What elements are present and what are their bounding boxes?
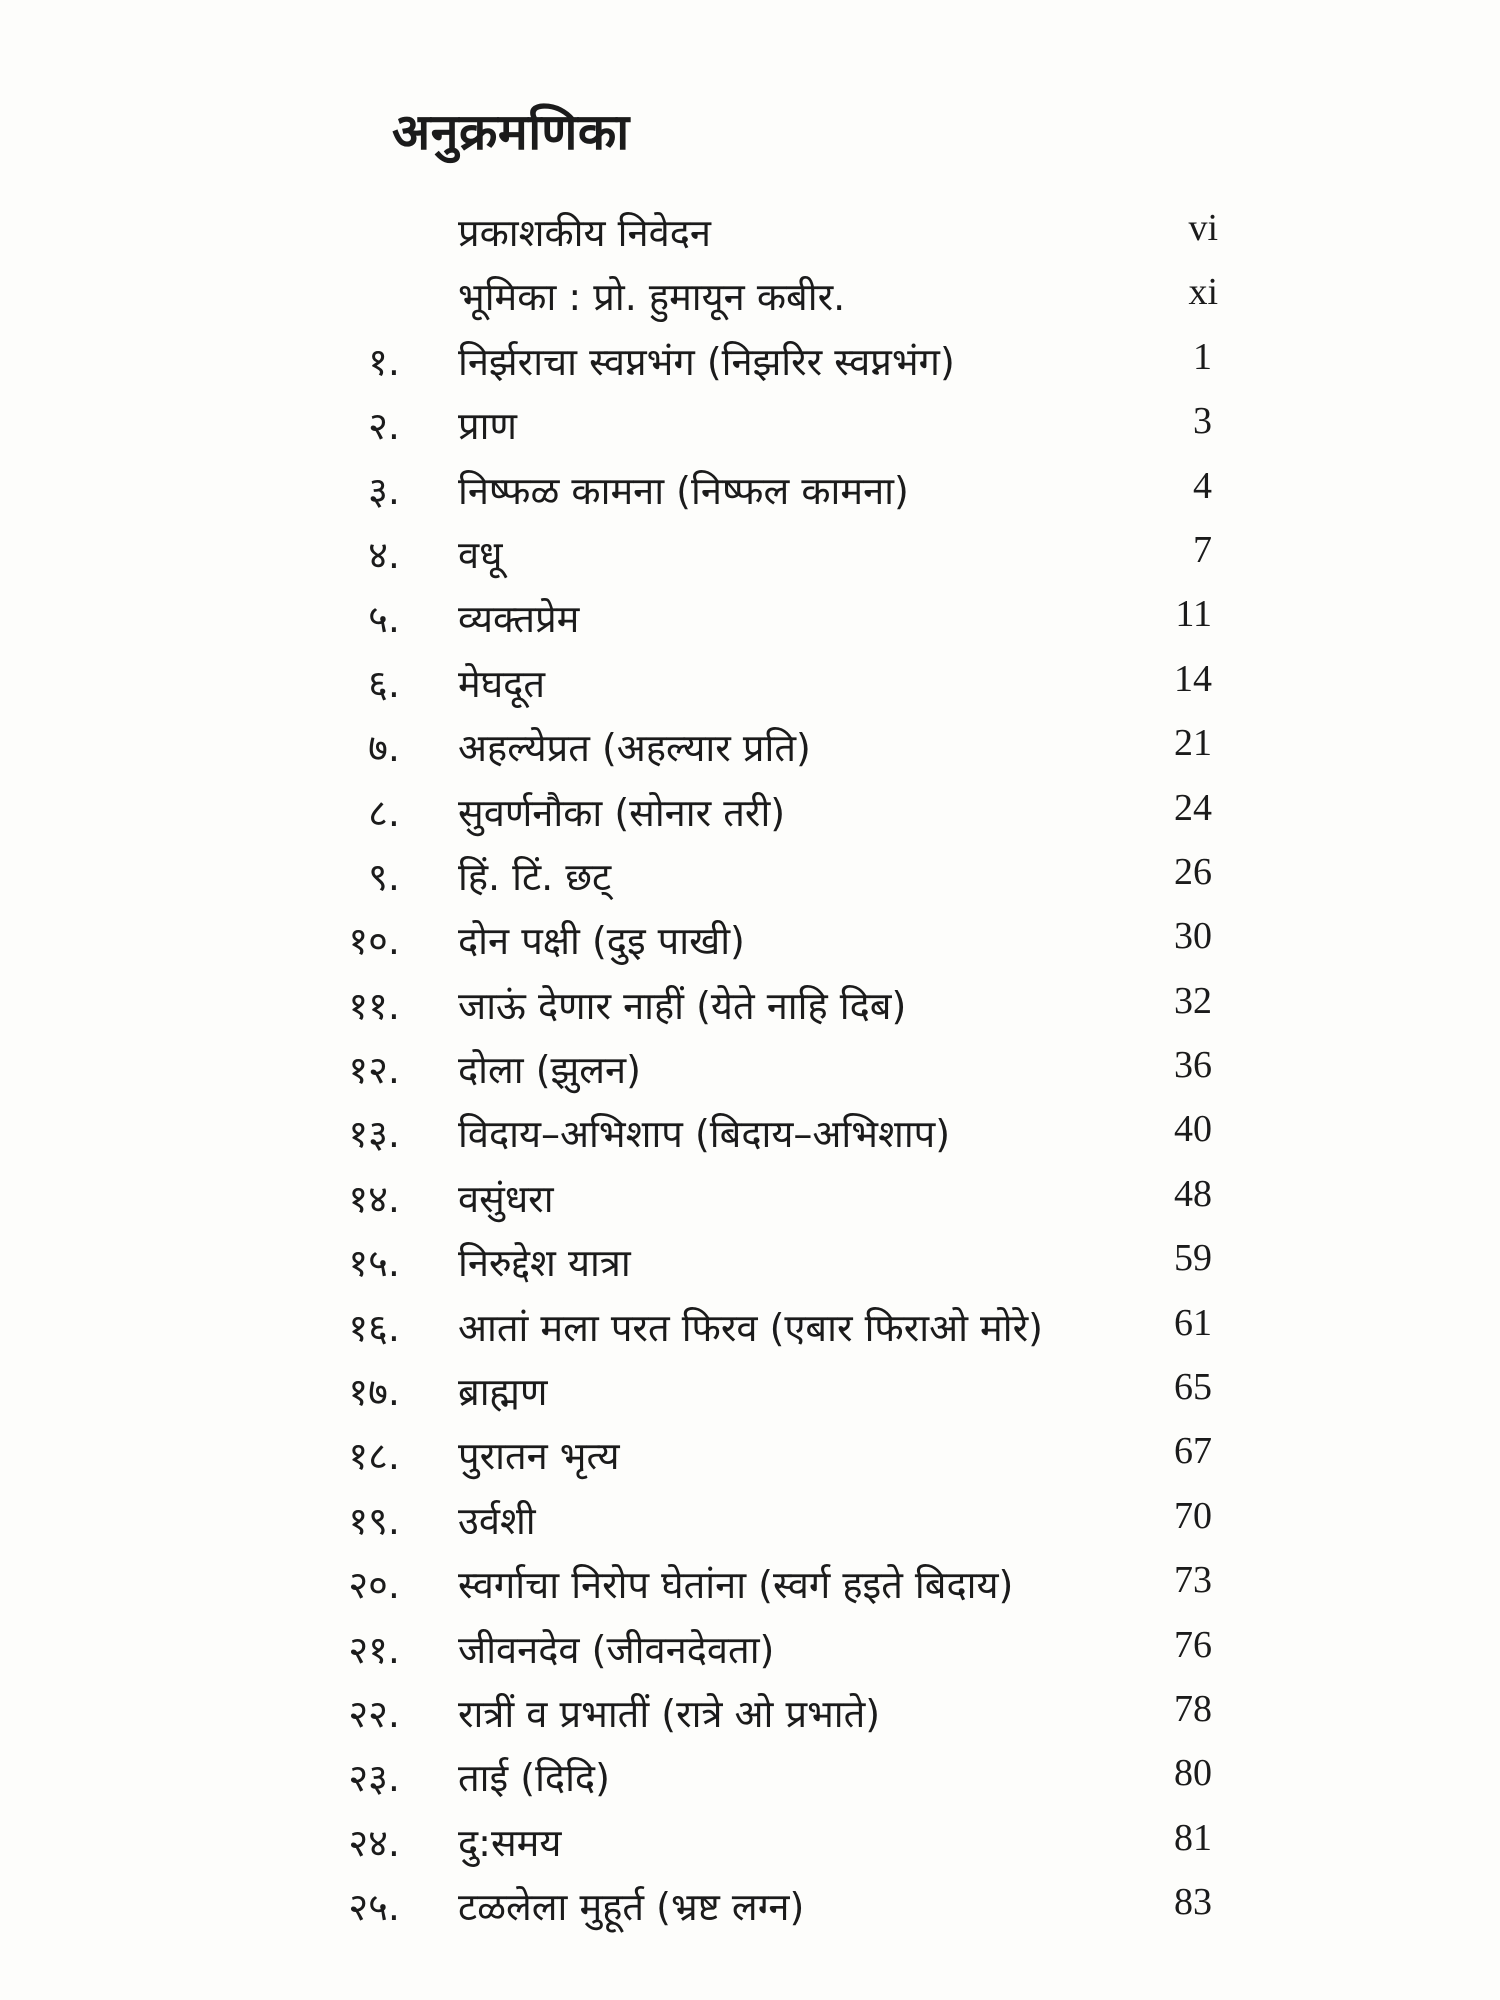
toc-page-number: 32 xyxy=(1174,979,1212,1022)
toc-title: पुरातन भृत्य xyxy=(458,1434,620,1479)
toc-title: आतां मला परत फिरव (एबार फिराओ मोरे) xyxy=(458,1305,1043,1350)
toc-title: टळलेला मुहूर्त (भ्रष्ट लग्न) xyxy=(458,1885,805,1930)
toc-page-number: 73 xyxy=(1174,1559,1212,1602)
toc-entry xyxy=(0,713,1500,777)
toc-page-number: 76 xyxy=(1174,1623,1212,1666)
toc-entry xyxy=(0,649,1500,713)
toc-number: १०. xyxy=(348,919,400,964)
toc-entry xyxy=(0,1743,1500,1807)
toc-entry xyxy=(0,1293,1500,1357)
toc-number: ४. xyxy=(368,532,400,577)
toc-title: उर्वशी xyxy=(458,1498,536,1543)
toc-number: १९. xyxy=(348,1498,400,1543)
toc-page-number: 11 xyxy=(1175,593,1212,636)
toc-page-number: 14 xyxy=(1174,657,1212,700)
toc-title: अहल्येप्रत (अहल्यार प्रति) xyxy=(458,726,811,771)
toc-entry xyxy=(0,520,1500,584)
toc-title: वधू xyxy=(458,532,503,577)
toc-title: निरुद्देश यात्रा xyxy=(458,1241,631,1286)
toc-page-number: 21 xyxy=(1174,722,1212,765)
toc-entry xyxy=(0,198,1500,262)
toc-page-number: 80 xyxy=(1174,1752,1212,1795)
toc-number: २१. xyxy=(348,1627,400,1672)
toc-title: मेघदूत xyxy=(458,661,546,706)
table-of-contents xyxy=(0,198,1500,1937)
toc-page-number: xi xyxy=(1188,271,1218,314)
toc-entry xyxy=(0,1679,1500,1743)
toc-title: ताई (दिदि) xyxy=(458,1756,610,1801)
toc-entry xyxy=(0,1035,1500,1099)
toc-entry xyxy=(0,1357,1500,1421)
toc-title: वसुंधरा xyxy=(458,1176,554,1221)
toc-number: ७. xyxy=(368,726,400,771)
toc-entry xyxy=(0,1099,1500,1163)
toc-number: ९. xyxy=(368,854,400,899)
toc-entry xyxy=(0,584,1500,648)
toc-title: निर्झराचा स्वप्नभंग (निझरिर स्वप्नभंग) xyxy=(458,339,955,384)
toc-title: हिं. टिं. छट् xyxy=(458,854,612,899)
toc-title: दोला (झुलन) xyxy=(458,1048,641,1093)
toc-page-number: 65 xyxy=(1174,1366,1212,1409)
toc-number: ३. xyxy=(368,468,400,513)
toc-title: ब्राह्मण xyxy=(458,1370,548,1415)
toc-title: व्यक्तप्रेम xyxy=(458,597,580,642)
toc-number: १४. xyxy=(348,1176,400,1221)
toc-entry xyxy=(0,1615,1500,1679)
toc-number: १३. xyxy=(348,1112,400,1157)
toc-title: भूमिका : प्रो. हुमायून कबीर. xyxy=(458,275,846,320)
toc-title: रात्रीं व प्रभातीं (रात्रे ओ प्रभाते) xyxy=(458,1691,881,1736)
toc-page-number: 70 xyxy=(1174,1494,1212,1537)
toc-entry xyxy=(0,1421,1500,1485)
toc-entry xyxy=(0,1228,1500,1292)
toc-title: सुवर्णनौका (सोनार तरी) xyxy=(458,790,786,835)
toc-number: १. xyxy=(368,339,400,384)
toc-entry xyxy=(0,906,1500,970)
toc-title: जाऊं देणार नाहीं (येते नाहि दिब) xyxy=(458,983,907,1028)
toc-page-number: 78 xyxy=(1174,1687,1212,1730)
page-title: अनुक्रमणिका xyxy=(392,102,630,161)
toc-title: दु:समय xyxy=(458,1820,562,1865)
toc-page-number: 24 xyxy=(1174,786,1212,829)
toc-entry xyxy=(0,1872,1500,1936)
toc-number: ५. xyxy=(368,597,400,642)
toc-number: १६. xyxy=(348,1305,400,1350)
toc-page-number: 81 xyxy=(1174,1816,1212,1859)
toc-entry xyxy=(0,1164,1500,1228)
toc-number: ८. xyxy=(368,790,400,835)
toc-entry xyxy=(0,971,1500,1035)
toc-number: २. xyxy=(368,404,400,449)
toc-title: स्वर्गाचा निरोप घेतांना (स्वर्ग हइते बिदाय) xyxy=(458,1563,1014,1608)
toc-number: २५. xyxy=(348,1885,400,1930)
toc-page-number: 40 xyxy=(1174,1108,1212,1151)
toc-page-number: 48 xyxy=(1174,1172,1212,1215)
toc-number: १५. xyxy=(348,1241,400,1286)
toc-entry xyxy=(0,1486,1500,1550)
toc-entry xyxy=(0,327,1500,391)
toc-entry xyxy=(0,391,1500,455)
toc-entry xyxy=(0,778,1500,842)
toc-number: १२. xyxy=(348,1048,400,1093)
toc-page-number: 59 xyxy=(1174,1237,1212,1280)
toc-page-number: 83 xyxy=(1174,1881,1212,1924)
toc-page-number: 61 xyxy=(1174,1301,1212,1344)
toc-title: दोन पक्षी (दुइ पाखी) xyxy=(458,919,745,964)
toc-entry xyxy=(0,456,1500,520)
toc-entry xyxy=(0,842,1500,906)
toc-number: २२. xyxy=(348,1691,400,1736)
toc-number: १७. xyxy=(348,1370,400,1415)
toc-number: २३. xyxy=(348,1756,400,1801)
toc-title: जीवनदेव (जीवनदेवता) xyxy=(458,1627,775,1672)
toc-title: निष्फळ कामना (निष्फल कामना) xyxy=(458,468,909,513)
toc-page-number: 3 xyxy=(1193,400,1212,443)
toc-entry xyxy=(0,1808,1500,1872)
toc-number: ११. xyxy=(348,983,400,1028)
toc-entry xyxy=(0,1550,1500,1614)
toc-number: २०. xyxy=(348,1563,400,1608)
toc-title: विदाय–अभिशाप (बिदाय–अभिशाप) xyxy=(458,1112,951,1157)
toc-page-number: 67 xyxy=(1174,1430,1212,1473)
toc-page-number: 36 xyxy=(1174,1044,1212,1087)
toc-title: प्राण xyxy=(458,404,517,449)
toc-page-number: 7 xyxy=(1193,528,1212,571)
toc-number: २४. xyxy=(348,1820,400,1865)
toc-entry xyxy=(0,262,1500,326)
toc-page-number: 26 xyxy=(1174,850,1212,893)
toc-page-number: 30 xyxy=(1174,915,1212,958)
toc-title: प्रकाशकीय निवेदन xyxy=(458,211,711,255)
toc-page-number: 1 xyxy=(1193,335,1212,378)
toc-number: ६. xyxy=(368,661,400,706)
toc-number: १८. xyxy=(348,1434,400,1479)
toc-page-number: vi xyxy=(1188,207,1218,249)
toc-page-number: 4 xyxy=(1193,464,1212,507)
